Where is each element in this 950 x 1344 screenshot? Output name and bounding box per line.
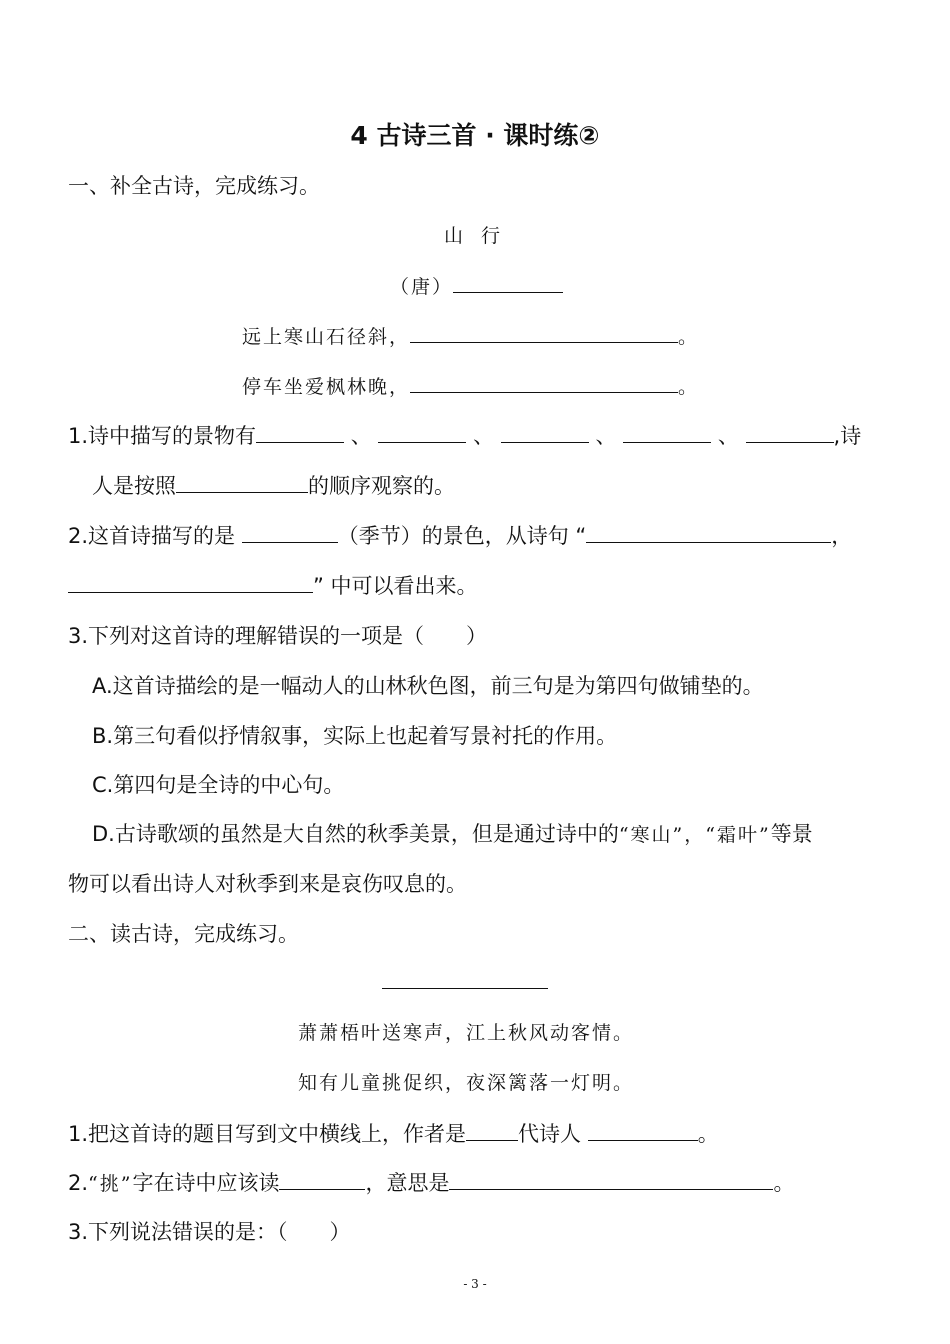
- section2-heading: 二、读古诗，完成练习。: [68, 922, 299, 946]
- q2-1-end: 。: [697, 1122, 719, 1146]
- option-d[interactable]: [92, 820, 813, 849]
- author-blank[interactable]: [453, 272, 563, 293]
- option-a[interactable]: A.这首诗描绘的是一幅动人的山林秋色图，前三句是为第四句做铺垫的。: [92, 674, 764, 698]
- question-2-2: [68, 1169, 794, 1198]
- q2-2-text: 字在诗中应该读: [132, 1171, 280, 1195]
- meaning-blank[interactable]: [449, 1169, 773, 1190]
- period: 。: [678, 326, 700, 348]
- poem-line-2-blank[interactable]: [410, 372, 678, 393]
- dynasty-label: （唐）: [390, 276, 454, 298]
- scene-blank-5[interactable]: [746, 422, 834, 443]
- season-blank[interactable]: [242, 522, 338, 543]
- poem-line-2: [242, 372, 699, 401]
- option-c[interactable]: C.第四句是全诗的中心句。: [92, 773, 345, 797]
- poem-line-1: [242, 322, 699, 351]
- q1-text: 1.诗中描写的景物有: [68, 424, 257, 448]
- option-d-text: D.古诗歌颂的虽然是大自然的秋季美景，但是通过诗中的: [92, 822, 619, 846]
- scene-blank-3[interactable]: [501, 422, 589, 443]
- question-2-1: [68, 1120, 719, 1148]
- question-1-2: [68, 522, 852, 550]
- question-1-1-cont: [92, 472, 455, 500]
- poem2-line-1: 萧萧梧叶送寒声，江上秋风动客情。: [298, 1022, 635, 1044]
- separator: 、: [473, 424, 495, 448]
- q2-2-word: “挑”: [88, 1173, 133, 1195]
- poem-author-line: [390, 272, 563, 301]
- order-blank[interactable]: [176, 472, 308, 493]
- q1-end: ,诗: [833, 424, 862, 448]
- q2-mid: （季节）的景色，从诗句 “: [337, 524, 587, 548]
- q2-comma: ，: [831, 524, 853, 548]
- poem-line-2-text: 停车坐爱枫林晚，: [242, 376, 411, 398]
- page-number: - 3 -: [463, 1277, 487, 1291]
- page-title: 4 古诗三首 · 课时练②: [350, 121, 600, 150]
- q2-2-num: 2.: [68, 1171, 89, 1195]
- option-d-text-end: 等景: [770, 822, 813, 846]
- q2-b-end: ” 中可以看出来。: [313, 574, 478, 598]
- q2-2-mid: ，意思是: [365, 1171, 450, 1195]
- option-d-cont: 物可以看出诗人对秋季到来是哀伤叹息的。: [68, 872, 467, 896]
- q2-2-end: 。: [773, 1171, 795, 1195]
- poem-line-1-text: 远上寒山石径斜，: [242, 326, 411, 348]
- poem2-title-blank[interactable]: [382, 968, 548, 989]
- section1-heading: 一、补全古诗，完成练习。: [68, 174, 320, 198]
- q2-text: 2.这首诗描写的是: [68, 524, 236, 548]
- q1-b-end: 的顺序观察的。: [308, 474, 455, 498]
- question-1-2-cont: [68, 572, 478, 600]
- option-b[interactable]: B.第三句看似抒情叙事，实际上也起着写景衬托的作用。: [92, 724, 618, 748]
- verse-blank-1[interactable]: [586, 522, 831, 543]
- q1-b-text: 人是按照: [92, 474, 176, 498]
- poet-blank[interactable]: [588, 1120, 698, 1141]
- period: 。: [678, 376, 700, 398]
- separator: 、: [595, 424, 617, 448]
- poem-line-1-blank[interactable]: [410, 322, 678, 343]
- poem2-line-2: 知有儿童挑促织，夜深篱落一灯明。: [298, 1072, 635, 1094]
- separator: 、: [350, 424, 372, 448]
- dynasty-blank[interactable]: [466, 1120, 518, 1141]
- scene-blank-4[interactable]: [623, 422, 711, 443]
- q2-1-mid: 代诗人: [518, 1122, 582, 1146]
- verse-blank-2[interactable]: [68, 572, 313, 593]
- scene-blank-1[interactable]: [256, 422, 344, 443]
- poem2-title-blank-row: [382, 968, 548, 996]
- question-2-3: 3.下列说法错误的是：（ ）: [68, 1220, 351, 1244]
- separator: 、: [717, 424, 739, 448]
- scene-blank-2[interactable]: [378, 422, 466, 443]
- option-d-quote: “寒山”，“霜叶”: [618, 824, 771, 846]
- poem-title: 山 行: [443, 225, 507, 247]
- question-1-1: [68, 422, 861, 450]
- question-1-3: 3.下列对这首诗的理解错误的一项是（ ）: [68, 624, 488, 648]
- pronunciation-blank[interactable]: [279, 1169, 365, 1190]
- q2-1-text: 1.把这首诗的题目写到文中横线上，作者是: [68, 1122, 467, 1146]
